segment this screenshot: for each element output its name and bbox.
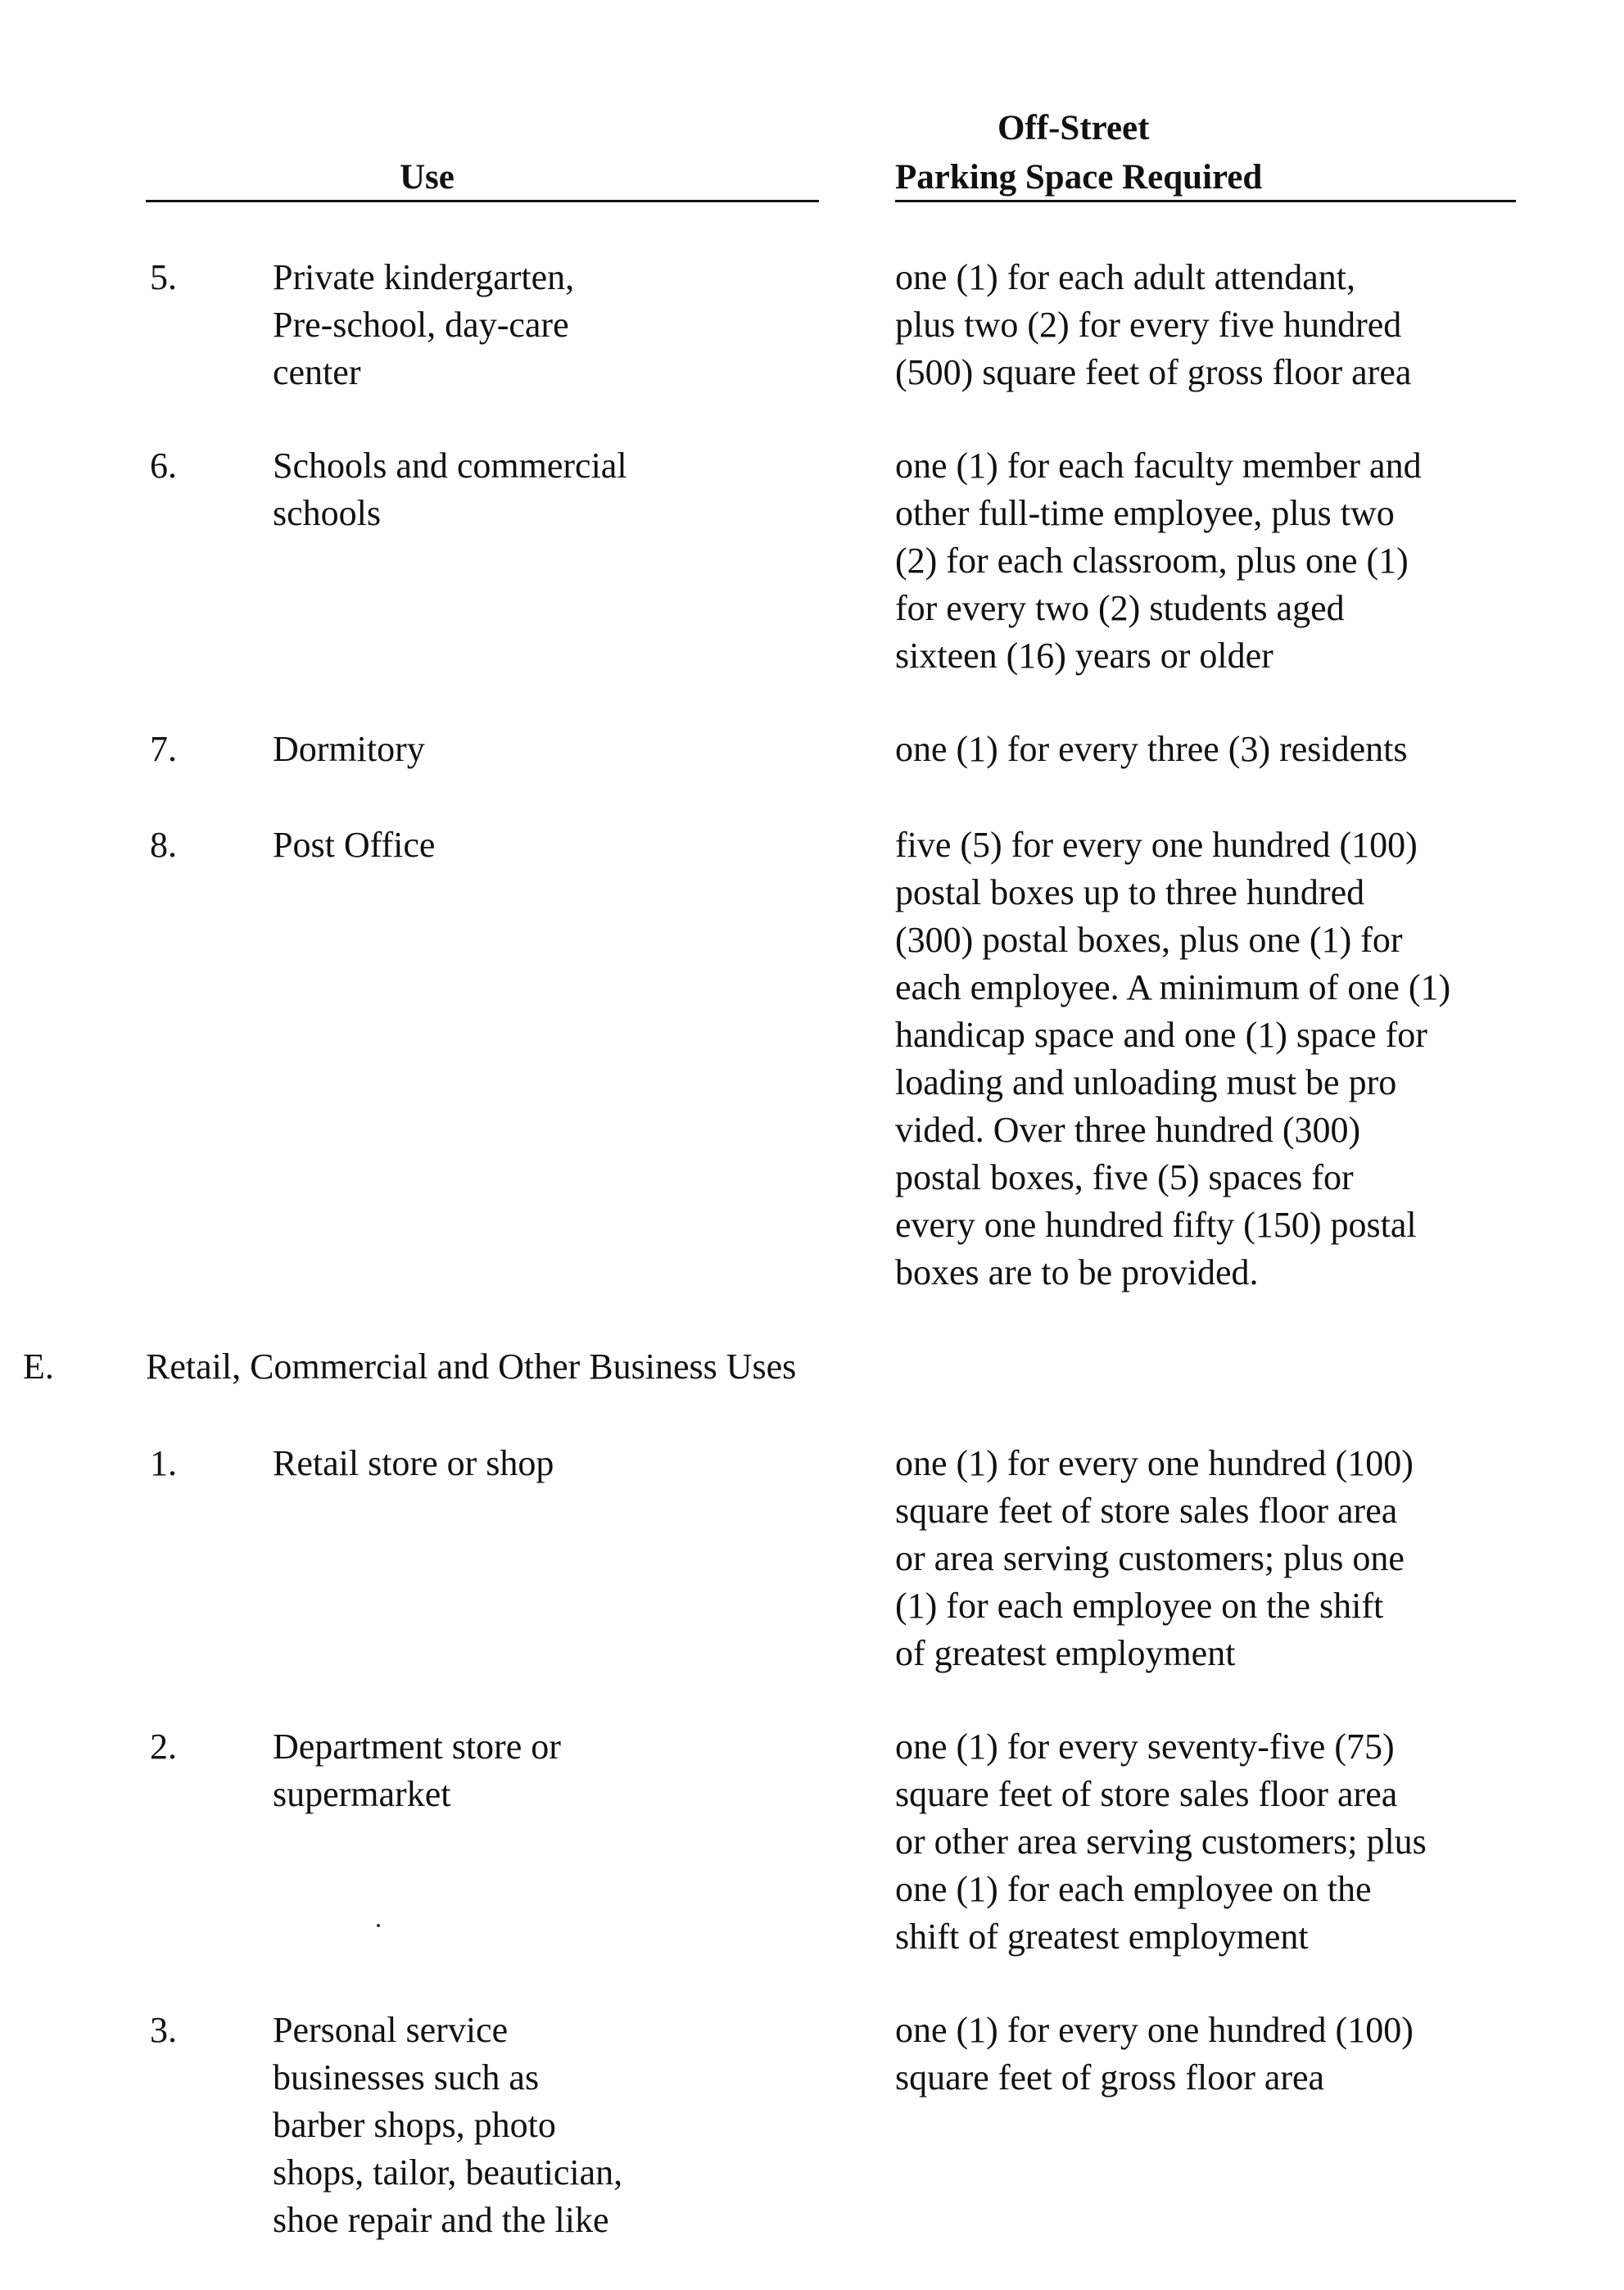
row-requirement: one (1) for every one hundred (100) square feet of gross floor area — [895, 2010, 1414, 2098]
section-letter: E. — [23, 1346, 54, 1387]
row-requirement: one (1) for every one hundred (100) square feet of store sales floor area or area serving customers; plus one (1) for each employee on the shift of greatest employment — [895, 1443, 1414, 1673]
row-use: Private kindergarten, Pre-school, day-care center — [273, 257, 575, 392]
row-number: 1. — [150, 1443, 177, 1483]
row-use: Post Office — [273, 825, 436, 865]
row-requirement: one (1) for every three (3) residents — [895, 729, 1408, 769]
header-rule-parking — [895, 200, 1516, 202]
row-use: Department store or supermarket — [273, 1727, 561, 1814]
header-parking-required: Parking Space Required — [895, 158, 1263, 197]
row-number: 2. — [150, 1727, 177, 1767]
row-use: Dormitory — [273, 729, 425, 769]
row-use: Schools and commercial schools — [273, 446, 627, 533]
row-requirement: one (1) for each faculty member and other full-time employee, plus two (2) for each classroom, plus one (1) for every two (2) students aged sixteen (16) years or older — [895, 446, 1422, 676]
header-off-street: Off-Street — [997, 109, 1150, 147]
row-number: 3. — [150, 2010, 177, 2050]
scan-speck — [377, 1924, 380, 1927]
section-title: Retail, Commercial and Other Business Uses — [146, 1346, 797, 1387]
row-number: 6. — [150, 446, 177, 486]
row-use: Retail store or shop — [273, 1443, 554, 1483]
header-use: Use — [400, 158, 455, 197]
row-number: 8. — [150, 825, 177, 865]
header-rule-use — [146, 200, 819, 202]
row-requirement: one (1) for each adult attendant, plus two (2) for every five hundred (500) square feet of gross floor area — [895, 257, 1412, 392]
row-use: Personal service businesses such as barber shops, photo shops, tailor, beautician, shoe repair and the like — [273, 2010, 623, 2240]
row-requirement: one (1) for every seventy-five (75) square feet of store sales floor area or other area serving customers; plus one (1) for each employee on the shift of greatest employment — [895, 1727, 1427, 1957]
row-number: 5. — [150, 257, 177, 297]
row-number: 7. — [150, 729, 177, 769]
row-requirement: five (5) for every one hundred (100) postal boxes up to three hundred (300) postal boxes, plus one (1) for each employee. A minimum of one (1) handicap space and one (1) space for loading and unloading must be pro vided. Over three hundred (300) postal boxes, five (5) spaces for every one hundred fifty (150) postal boxes are to be provided. — [895, 825, 1451, 1292]
